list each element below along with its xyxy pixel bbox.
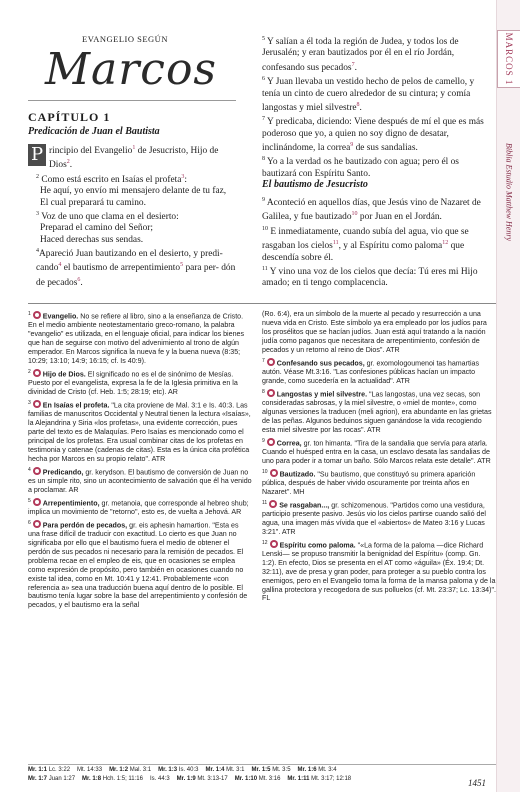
note-marker-icon (270, 469, 278, 477)
verse-2: $^2$ Como está escrito en Isaías el profeta$^3$: (36, 173, 188, 185)
left-text-column (28, 143, 238, 289)
note-number: 3 (28, 399, 31, 406)
note-marker-icon (270, 540, 278, 548)
note-text: gr. exomologoumenoi tas hamartias autón. Véase Mt.3:16. "Las confesiones públicas hacían un impacto grande, como sucedería en la actualidad". ATR (262, 358, 480, 385)
study-note (262, 357, 496, 386)
refs-divider (28, 764, 496, 765)
verse-1: P rincipio del Evangelio$^1$ de Jesucristo, Hijo de Dios$^2$. (28, 143, 238, 172)
quote-line: El cual preparará tu camino. (40, 197, 146, 208)
verse-11: $^{11}$ Y vino una voz de los cielos que decía: Tú eres mi Hijo amado; en ti tengo complacencia. (262, 265, 478, 289)
cross-reference[interactable]: Mr. 1:8 Hch. 1:5; 11:16 (82, 776, 143, 782)
right-text-column-2 (262, 195, 494, 290)
study-note (28, 497, 252, 517)
note-text: "«La forma de la paloma —dice Richard Lenski— se propuso transmitir la benignidad del Espíritu» (comp. Gn. 1:2). En efecto, Dios se presenta en el AT como «águila» (Éx. 19:4; Dt. 32:11), ave de presa y gran poder, para proteger a su pueblo contra los enemigos, pero en el Evangelio toma la forma de la mansa paloma y de la gallina protectora y recogedora de sus polluelos (cf. Mt. 23:37; Lc. 13:34)". FL (262, 541, 496, 603)
section-heading-baptism: El bautismo de Jesucristo (262, 179, 368, 190)
refs-line (28, 775, 498, 784)
note-text: gr. ton himanta. "Tira de la sandalia que servía para atarla. Cuando el huésped entra en la casa, un esclavo desata las sandalias de uno para poder ir a tomar un baño. Sólo Marcos relata este detalle". ATR (262, 438, 491, 465)
note-number: 5 (28, 497, 31, 504)
cross-reference[interactable]: Mr. 1:4 Mt. 3:1 (205, 767, 245, 773)
cross-reference[interactable]: Mr. 1:6 Mt. 3:4 (297, 767, 337, 773)
verse-5: $^5$ Y salían a él toda la región de Judea, y todos los de Jerusalén; y eran bautizados por él en el río Jordán, confesando sus pecados$^7$. (262, 36, 459, 73)
cross-reference[interactable]: Mr. 1:3 Is. 40:3 (158, 767, 199, 773)
quote-line: Haced derechas sus sendas. (40, 234, 144, 245)
verse-3: $^3$ Voz de uno que clama en el desierto: (36, 210, 179, 222)
note-text: gr. schizomenous. "Partidos como una vestidura, participio presente pasivo. Jesús vio los cielos partirse cuando salió del agua, una imagen más vívida que el «abiertos» de Mateo 3:16 y Lucas 3:21". ATR (262, 501, 486, 536)
study-note (262, 468, 496, 497)
note-keyword: Bautizado. (279, 469, 318, 478)
study-note (262, 499, 496, 537)
verse-7: $^7$ Y predicaba, diciendo: Viene después de mí el que es más poderoso que yo, a quien no soy digno de desatar, inclinándome, la correa$^9$ de sus sandalias. (262, 116, 484, 154)
note-text: (Ro. 6:4), era un símbolo de la muerte al pecado y resurrección a una nueva vida en Cristo. Este símbolo ya era empleado por los judíos para los prosélitos que se hacían judíos. Juan está aquí tratando a la nación judía como paganos que necesitara de arrepentimiento, confesión de pecados y un retorno al reino de Dios". ATR (262, 310, 487, 354)
note-marker-icon (269, 500, 277, 508)
cross-reference[interactable]: Mt. 14:33 (77, 767, 103, 773)
note-keyword: Correa, (276, 438, 304, 447)
bible-name-label: Biblia Estudio Matthew Henry (504, 143, 514, 241)
gospel-of-label: EVANGELIO SEGÚN (82, 34, 168, 44)
study-note (262, 310, 496, 355)
section-heading-preaching: Predicación de Juan el Bautista (28, 126, 160, 137)
verse-9: $^9$ Aconteció en aquellos días, que Jesús vino de Nazaret de Galilea, y fue bautizado$^{10}$ por Juan en el Jordán. (262, 197, 481, 223)
study-note (28, 466, 252, 495)
verse-6: $^6$ Y Juan llevaba un vestido hecho de pelos de camello, y tenía un cinto de cuero alrededor de su cintura; y comía langostas y miel silvestre$^8$. (262, 76, 475, 113)
book-title: Marcos (44, 44, 218, 95)
note-text: "Las langostas, una vez secas, son consideradas sabrosas, y la miel silvestre, o «miel de monte», como algunas versiones la traducen (meli agrion), era abundante en las grietas de las peñas. Algunos beduinos siguen ganándose la vida recogiendo esta miel silvestre por las rocas". ATR (262, 389, 492, 434)
note-marker-icon (267, 389, 275, 397)
study-note (28, 519, 252, 610)
cross-reference[interactable]: Is. 44:3 (149, 776, 170, 782)
verse-10: $^{10}$ E inmediatamente, cuando subía del agua, vio que se rasgaban los cielos$^{11}$, y al Espíritu como paloma$^{12}$ que descendía sobre él. (262, 225, 469, 263)
note-keyword: Langostas y miel silvestre. (276, 389, 370, 398)
note-marker-icon (267, 358, 275, 366)
note-keyword: Predicando, (42, 467, 86, 476)
study-note (28, 368, 252, 397)
note-number: 1 (28, 311, 31, 317)
cross-reference[interactable]: Mr. 1:9 Mt. 3:13-17 (176, 776, 228, 782)
cross-reference[interactable]: Mr. 1:1 Lc. 3:22 (28, 767, 71, 773)
chapter-label: CAPÍTULO 1 (28, 110, 111, 124)
note-text: "La cita proviene de Mal. 3:1 e Is. 40:3. Las familias de manuscritos Occidental y Neutral tienen la lectura «Isaías», la Alejandrina y Siria «los profetas», una evidente corrección, pues parte del texto es de Malaquías. Pero Isaías es mencionado como el principal de los profetas. Era usual combinar citas de los profetas en testimonia y catenae (cadenas de citas). Esta es la única cita profética hecha por Marcos en su propio relato". ATR (28, 401, 251, 463)
note-number: 4 (28, 466, 31, 473)
page-number: 1451 (468, 778, 486, 788)
quote-line: He aquí, yo envío mi mensajero delante de tu faz, (40, 186, 227, 197)
notes-divider (28, 303, 496, 304)
book-tab[interactable]: MARCOS 1 (497, 30, 520, 88)
note-text: gr. eis aphesin hamartion. "Esta es una frase difícil de traducir con exactitud. Lo cierto es que Juan no significaba por ello que el bautismo fuera el medio de obtener el perdón de sus pecados ni necesario para la remisión de pecados. El problema recae en el empleo de eis, que en ocasiones se emplea como expresión de propósito, pero también en ocasiones cuando no existe tal idea, como en Mt. 10:41 y 12:41. Probablemente «con referencia a» sea una traducción buena aquí dentro de lo posible. El bautismo tenía lugar sobre la base del arrepentimiento y confesión de pecados, y el bautismo era la señal (28, 521, 248, 610)
cross-reference[interactable]: Mr. 1:11 Mt. 3:17; 12:18 (287, 776, 352, 782)
note-marker-icon (33, 520, 41, 528)
study-note (28, 310, 252, 366)
note-number: 8 (262, 388, 265, 395)
drop-cap: P (28, 144, 46, 166)
verse-8: $^8$ Yo a la verdad os he bautizado con agua; pero él os bautizará con Espíritu Santo. (262, 156, 459, 179)
right-text-column (262, 34, 494, 180)
note-marker-icon (267, 438, 275, 446)
thumb-tab (496, 0, 520, 792)
note-number: 7 (262, 357, 265, 364)
note-number: 6 (28, 519, 31, 526)
study-notes-left (28, 310, 252, 612)
note-keyword: Evangelio. (42, 312, 81, 321)
title-divider (28, 100, 236, 101)
note-text: No se refiere al libro, sino a la enseñanza de Cristo. En el medio ambiente neotestamentario greco-romano, la palabra "evangelio" es utilizada, en el lenguaje oficial, para indicar los bienes que han de seguirse con motivo del advenimiento al trono de algún emperador. En Marcos significa la nueva fe y la buena nueva (8:35; 10:29; 13:10; 14:9; 16:15; cf. Is 40:9). (28, 312, 245, 365)
note-text: "Su bautismo, que constituyó su primera aparición pública, después de haber vivido oscuramente por treinta años en Nazaret". MH (262, 469, 476, 496)
note-text: gr. metanoia, que corresponde al hebreo shub; implica un movimiento de "retorno", esto es, de vuelta a Jehová. AR (28, 499, 249, 516)
note-keyword: En Isaías el profeta. (42, 401, 112, 410)
note-number: 12 (262, 539, 268, 546)
cross-reference[interactable]: Mr. 1:7 Juan 1:27 (28, 776, 76, 782)
note-marker-icon (33, 311, 41, 319)
note-number: 2 (28, 368, 31, 375)
study-note (262, 388, 496, 435)
note-text: gr. kerydson. El bautismo de conversión de Juan no es un simple rito, sino un acontecimiento de salvación que él ha venido a proclamar. AR (28, 467, 252, 494)
note-marker-icon (33, 467, 41, 475)
cross-references (28, 766, 498, 784)
study-note (28, 399, 252, 464)
note-marker-icon (33, 400, 41, 408)
note-marker-icon (33, 498, 41, 506)
refs-line (28, 766, 498, 775)
note-number: 11 (262, 499, 268, 506)
study-notes-right (262, 310, 496, 605)
note-keyword: Hijo de Dios. (42, 370, 88, 379)
note-keyword: Confesando sus pecados, (276, 358, 367, 367)
cross-reference[interactable]: Mr. 1:5 Mt. 3:5 (251, 767, 291, 773)
note-marker-icon (33, 369, 41, 377)
study-note (262, 437, 496, 466)
note-text: El significado no es el de sinónimo de Mesías. Puesto por el evangelista, expresa la fe de la Iglesia primitiva en la divinidad de Cristo (cf. Heb. 1:5; 28:19; etc). AR (28, 370, 238, 396)
note-keyword: Para perdón de pecados, (42, 521, 130, 530)
note-keyword: Se rasgaban..., (279, 501, 332, 510)
note-keyword: Espíritu como paloma. (279, 541, 358, 549)
quote-line: Preparad el camino del Señor; (40, 223, 153, 234)
study-note (262, 539, 496, 604)
verse-4: $^4$Apareció Juan bautizando en el desierto, y predi- cando$^4$ el bautismo de arrepentimiento$^5$ para per- dón de pecados$^6$. (36, 247, 236, 288)
cross-reference[interactable]: Mr. 1:10 Mt. 3:16 (234, 776, 281, 782)
note-number: 9 (262, 437, 265, 444)
note-keyword: Arrepentimiento, (42, 499, 102, 508)
note-number: 10 (262, 468, 268, 475)
cross-reference[interactable]: Mr. 1:2 Mal. 3:1 (109, 767, 152, 773)
